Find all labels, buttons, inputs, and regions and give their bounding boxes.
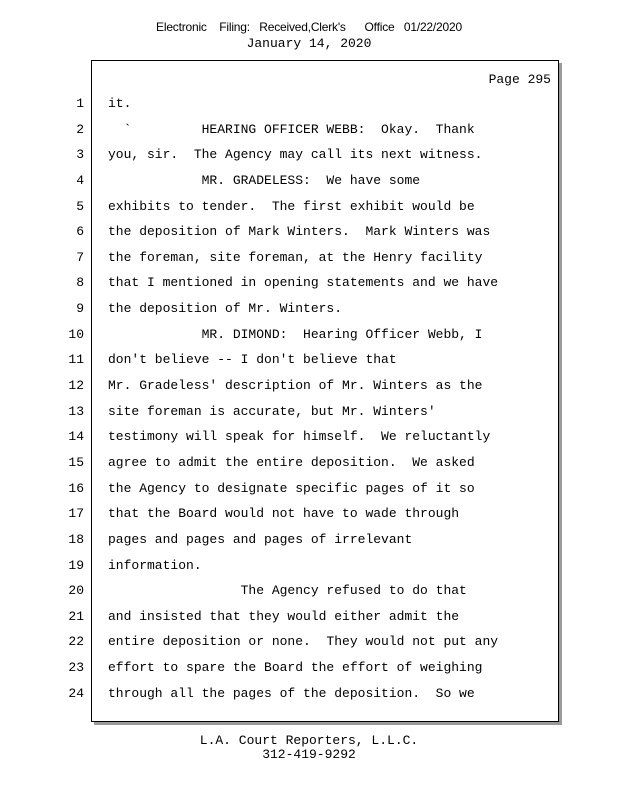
transcript-line xyxy=(0,322,618,348)
line-number: 3 xyxy=(76,147,84,163)
transcript-line xyxy=(0,219,618,245)
line-text: MR. GRADELESS: We have some xyxy=(108,172,421,188)
transcript-line xyxy=(0,681,618,707)
line-text: site foreman is accurate, but Mr. Winters' xyxy=(108,403,436,419)
line-number: 15 xyxy=(68,454,84,470)
line-text: The Agency refused to do that xyxy=(108,583,467,599)
line-text: effort to spare the Board the effort of weighing xyxy=(108,660,483,676)
line-text: that I mentioned in opening statements and we have xyxy=(108,275,499,291)
transcript-line xyxy=(0,527,618,553)
line-text: the deposition of Mr. Winters. xyxy=(108,301,343,317)
transcript-line xyxy=(0,296,618,322)
transcript-line xyxy=(0,450,618,476)
transcript-line xyxy=(0,476,618,502)
line-number: 18 xyxy=(68,531,84,547)
line-number: 12 xyxy=(68,378,84,394)
line-number: 14 xyxy=(68,429,84,445)
transcript-line xyxy=(0,347,618,373)
transcript-line xyxy=(0,91,618,117)
line-text: that the Board would not have to wade through xyxy=(108,506,460,522)
line-number: 23 xyxy=(68,660,84,676)
transcript-line xyxy=(0,501,618,527)
line-text: and insisted that they would either admit the xyxy=(108,608,460,624)
transcript-line xyxy=(0,270,618,296)
transcript-line xyxy=(0,194,618,220)
transcript-lines xyxy=(0,91,618,706)
line-number: 13 xyxy=(68,403,84,419)
line-text: MR. DIMOND: Hearing Officer Webb, I xyxy=(108,326,483,342)
electronic-filing-stamp: Electronic Filing: Received,Clerk's Office 01/22/2020 xyxy=(156,20,462,34)
transcript-line xyxy=(0,168,618,194)
line-number: 6 xyxy=(76,224,84,240)
line-number: 20 xyxy=(68,583,84,599)
line-number: 8 xyxy=(76,275,84,291)
line-number: 2 xyxy=(76,121,84,137)
line-number: 9 xyxy=(76,301,84,317)
line-number: 21 xyxy=(68,608,84,624)
transcript-line xyxy=(0,424,618,450)
line-number: 19 xyxy=(68,557,84,573)
page-number: Page 295 xyxy=(488,72,551,87)
transcript-line xyxy=(0,553,618,579)
transcript-line xyxy=(0,629,618,655)
transcript-line xyxy=(0,604,618,630)
line-number: 5 xyxy=(76,198,84,214)
line-text: you, sir. The Agency may call its next witness. xyxy=(108,147,483,163)
line-text: information. xyxy=(108,557,202,573)
line-text: the foreman, site foreman, at the Henry facility xyxy=(108,249,483,265)
line-text: it. xyxy=(108,96,132,111)
transcript-line xyxy=(0,655,618,681)
line-number: 17 xyxy=(68,506,84,522)
line-number: 4 xyxy=(76,172,84,188)
transcript-line xyxy=(0,578,618,604)
line-number: 11 xyxy=(68,352,84,368)
line-text: Mr. Gradeless' description of Mr. Winters as the xyxy=(108,378,483,394)
line-text: testimony will speak for himself. We reluctantly xyxy=(108,429,491,445)
transcript-line xyxy=(0,399,618,425)
line-number: 22 xyxy=(68,634,84,650)
line-text: the deposition of Mark Winters. Mark Winters was xyxy=(108,224,491,240)
transcript-line xyxy=(0,142,618,168)
line-number: 24 xyxy=(68,685,84,701)
line-text: the Agency to designate specific pages of it so xyxy=(108,480,475,496)
line-number: 1 xyxy=(76,96,84,111)
reporter-company: L.A. Court Reporters, L.L.C. xyxy=(199,733,419,748)
line-text: entire deposition or none. They would not put any xyxy=(108,634,499,650)
transcript-line xyxy=(0,117,618,143)
line-number: 7 xyxy=(76,249,84,265)
line-text: ` HEARING OFFICER WEBB: Okay. Thank xyxy=(108,121,475,137)
line-text: through all the pages of the deposition. So we xyxy=(108,685,475,701)
line-text: exhibits to tender. The first exhibit would be xyxy=(108,198,475,214)
line-number: 10 xyxy=(68,326,84,342)
line-text: don't believe -- I don't believe that xyxy=(108,352,397,368)
line-text: pages and pages and pages of irrelevant xyxy=(108,531,413,547)
transcript-date: January 14, 2020 xyxy=(246,36,372,51)
transcript-line xyxy=(0,373,618,399)
transcript-line xyxy=(0,245,618,271)
reporter-phone: 312-419-9292 xyxy=(262,747,356,762)
line-text: agree to admit the entire deposition. We asked xyxy=(108,454,475,470)
line-number: 16 xyxy=(68,480,84,496)
